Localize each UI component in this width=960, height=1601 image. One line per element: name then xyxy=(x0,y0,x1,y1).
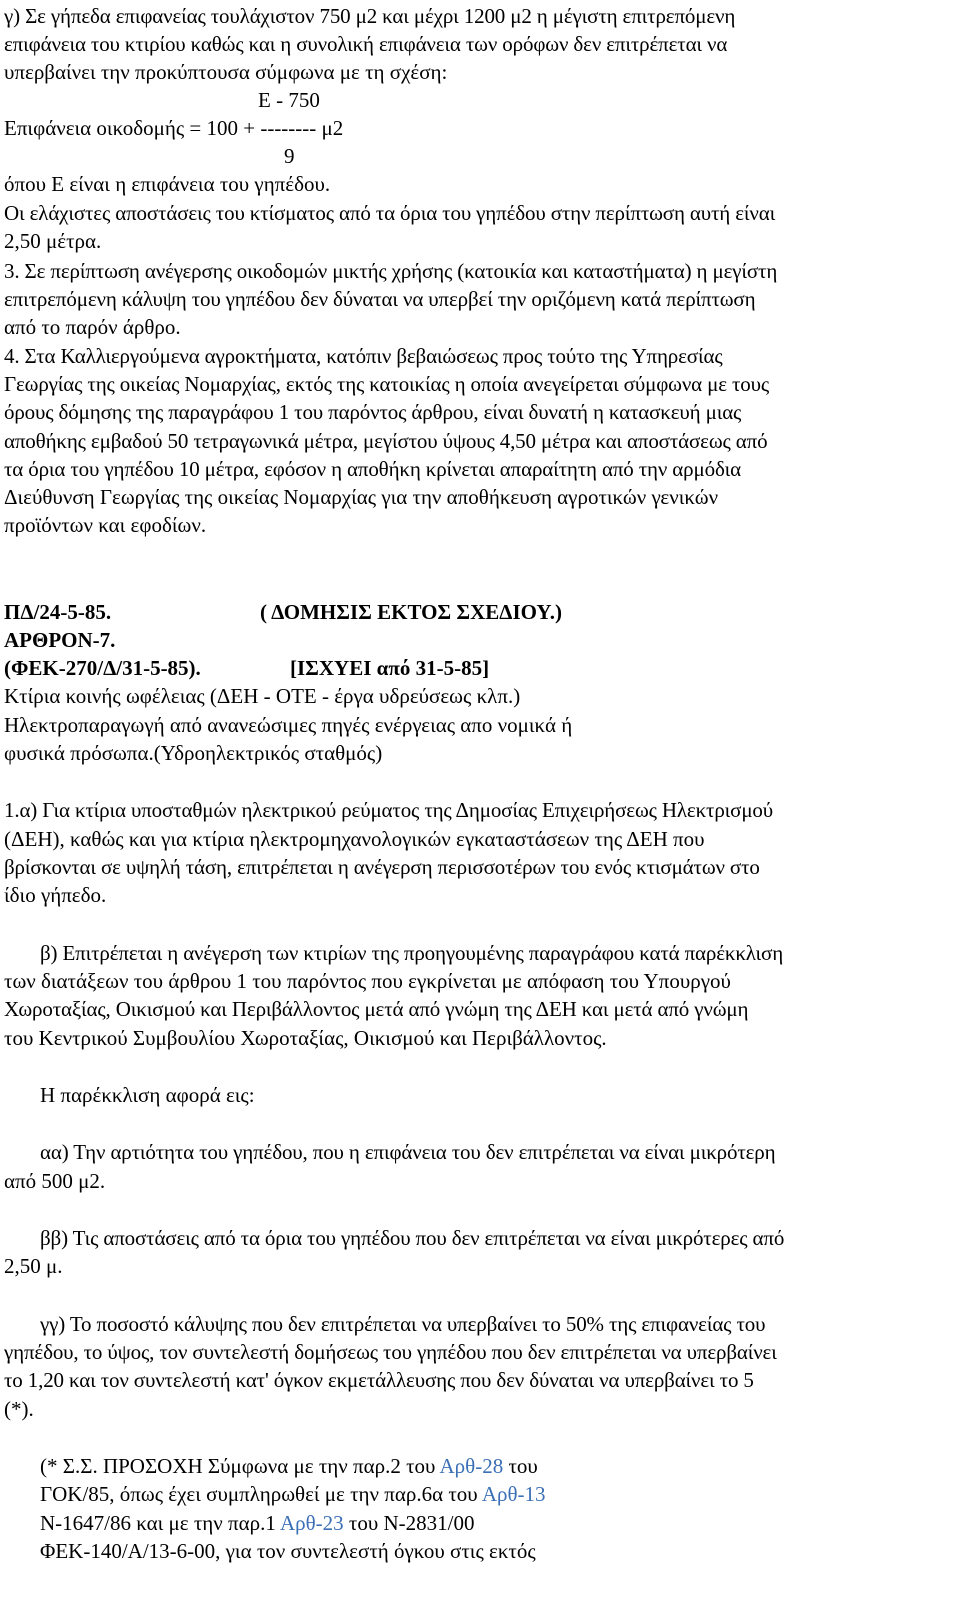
text-line: Γεωργίας της οικείας Νομαρχίας, εκτός της κατοικίας η οποία ανεγείρεται σύμφωνα με τους xyxy=(4,372,770,396)
note-text: του xyxy=(503,1454,538,1478)
text-line: όπου Ε είναι η επιφάνεια του γηπέδου. xyxy=(4,172,331,196)
article-23-link[interactable]: Αρθ-23 xyxy=(279,1511,344,1535)
text-line: επιφάνεια του κτιρίου καθώς και η συνολική επιφάνεια των ορόφων δεν επιτρέπεται να xyxy=(4,32,728,56)
pd-reference: ΠΔ/24-5-85. xyxy=(4,600,112,624)
text-line: τα όρια του γηπέδου 10 μέτρα, εφόσον η αποθήκη κρίνεται απαραίτητη από την αρμόδια xyxy=(4,457,742,481)
article-28-link[interactable]: Αρθ-28 xyxy=(439,1454,504,1478)
text-line: Διεύθυνση Γεωργίας της οικείας Νομαρχίας για την αποθήκευση αγροτικών γενικών xyxy=(4,485,719,509)
note-line xyxy=(40,1510,475,1536)
text-line: 1.α) Για κτίρια υποσταθμών ηλεκτρικού ρεύματος της Δημοσίας Επιχειρήσεως Ηλεκτρισμού xyxy=(4,798,774,822)
text-line: από 500 μ2. xyxy=(4,1169,106,1193)
text-line: των διατάξεων του άρθρου 1 του παρόντος που εγκρίνεται με απόφαση του Υπουργού xyxy=(4,969,731,993)
description-line: φυσικά πρόσωπα.(Υδροηλεκτρικός σταθμός) xyxy=(4,741,383,765)
note-text: Ν-1647/86 και με την παρ.1 xyxy=(40,1511,280,1535)
note-text: ΓΟΚ/85, όπως έχει συμπληρωθεί με την παρ.6α του xyxy=(40,1482,482,1506)
formula-denominator: 9 xyxy=(284,144,295,168)
text-line: γ) Σε γήπεδα επιφανείας τουλάχιστον 750 μ2 και μέχρι 1200 μ2 η μέγιστη επιτρεπόμενη xyxy=(4,4,736,28)
text-line: Οι ελάχιστες αποστάσεις του κτίσματος από τα όρια του γηπέδου στην περίπτωση αυτή είναι xyxy=(4,201,776,225)
note-line xyxy=(40,1481,546,1507)
text-line: αποθήκης εμβαδού 50 τετραγωνικά μέτρα, μεγίστου ύψους 4,50 μέτρα και αποστάσεως από xyxy=(4,429,768,453)
text-line: υπερβαίνει την προκύπτουσα σύμφωνα με τη σχέση: xyxy=(4,60,448,84)
formula-numerator: E - 750 xyxy=(258,88,320,112)
note-line: ΦΕΚ-140/Α/13-6-00, για τον συντελεστή όγκου στις εκτός xyxy=(40,1539,536,1563)
text-line: προϊόντων και εφοδίων. xyxy=(4,513,207,537)
text-line: Η παρέκκλιση αφορά εις: xyxy=(40,1083,255,1107)
text-line: ββ) Τις αποστάσεις από τα όρια του γηπέδου που δεν επιτρέπεται να είναι μικρότερες από xyxy=(40,1226,785,1250)
note-text: του Ν-2831/00 xyxy=(343,1511,475,1535)
text-line: β) Επιτρέπεται η ανέγερση των κτιρίων της προηγουμένης παραγράφου κατά παρέκκλιση xyxy=(40,941,784,965)
article-heading: ΑΡΘΡΟΝ-7. xyxy=(4,628,116,652)
text-line: (ΔΕΗ), καθώς και για κτίρια ηλεκτρομηχανολογικών εγκαταστάσεων της ΔΕΗ που xyxy=(4,827,705,851)
text-line: όρους δόμησης της παραγράφου 1 του παρόντος άρθρου, είναι δυνατή η κατασκευή μιας xyxy=(4,400,742,424)
article-13-link[interactable]: Αρθ-13 xyxy=(481,1482,546,1506)
validity-note: [ΙΣΧΥΕΙ από 31-5-85] xyxy=(290,656,490,680)
text-line: βρίσκονται σε υψηλή τάση, επιτρέπεται η ανέγερση περισσοτέρων του ενός κτισμάτων στο xyxy=(4,855,760,879)
fek-reference: (ΦΕΚ-270/Δ/31-5-85). xyxy=(4,656,201,680)
description-line: Ηλεκτροπαραγωγή από ανανεώσιμες πηγές ενέργειας απο νομικά ή xyxy=(4,713,573,737)
text-line: (*). xyxy=(4,1397,34,1421)
text-line: επιτρεπόμενη κάλυψη του γηπέδου δεν δύναται να υπερβεί την οριζόμενη κατά περίπτωση xyxy=(4,287,756,311)
note-line xyxy=(40,1453,538,1479)
text-line: 2,50 μ. xyxy=(4,1254,63,1278)
text-line: 3. Σε περίπτωση ανέγερσης οικοδομών μικτής χρήσης (κατοικία και καταστήματα) η μεγίστη xyxy=(4,259,778,283)
text-line: αα) Την αρτιότητα του γηπέδου, που η επιφάνεια του δεν επιτρέπεται να είναι μικρότερη xyxy=(40,1140,776,1164)
text-line: 4. Στα Καλλιεργούμενα αγροκτήματα, κατόπιν βεβαιώσεως προς τούτο της Υπηρεσίας xyxy=(4,344,723,368)
subject-heading: ( ΔΟΜΗΣΙΣ ΕΚΤΟΣ ΣΧΕΔΙΟΥ.) xyxy=(260,600,562,624)
text-line: του Κεντρικού Συμβουλίου Χωροταξίας, Οικισμού και Περιβάλλοντος. xyxy=(4,1026,607,1050)
text-line: 2,50 μέτρα. xyxy=(4,229,102,253)
description-line: Κτίρια κοινής ωφέλειας (ΔΕΗ - ΟΤΕ - έργα υδρεύσεως κλπ.) xyxy=(4,684,521,708)
formula-main: Επιφάνεια οικοδομής = 100 + -------- μ2 xyxy=(4,116,344,140)
text-line: ίδιο γήπεδο. xyxy=(4,883,107,907)
text-line: γγ) Το ποσοστό κάλυψης που δεν επιτρέπεται να υπερβαίνει το 50% της επιφανείας του xyxy=(40,1312,766,1336)
text-line: γηπέδου, το ύψος, τον συντελεστή δομήσεως του γηπέδου που δεν επιτρέπεται να υπερβαίνει xyxy=(4,1340,777,1364)
note-text: (* Σ.Σ. ΠΡΟΣΟΧΗ Σύμφωνα με την παρ.2 του xyxy=(40,1454,440,1478)
text-line: Χωροταξίας, Οικισμού και Περιβάλλοντος μετά από γνώμη της ΔΕΗ και μετά από γνώμη xyxy=(4,997,749,1021)
text-line: από το παρόν άρθρο. xyxy=(4,315,181,339)
text-line: το 1,20 και τον συντελεστή κατ' όγκον εκμετάλλευσης που δεν δύναται να υπερβαίνει το 5 xyxy=(4,1368,754,1392)
